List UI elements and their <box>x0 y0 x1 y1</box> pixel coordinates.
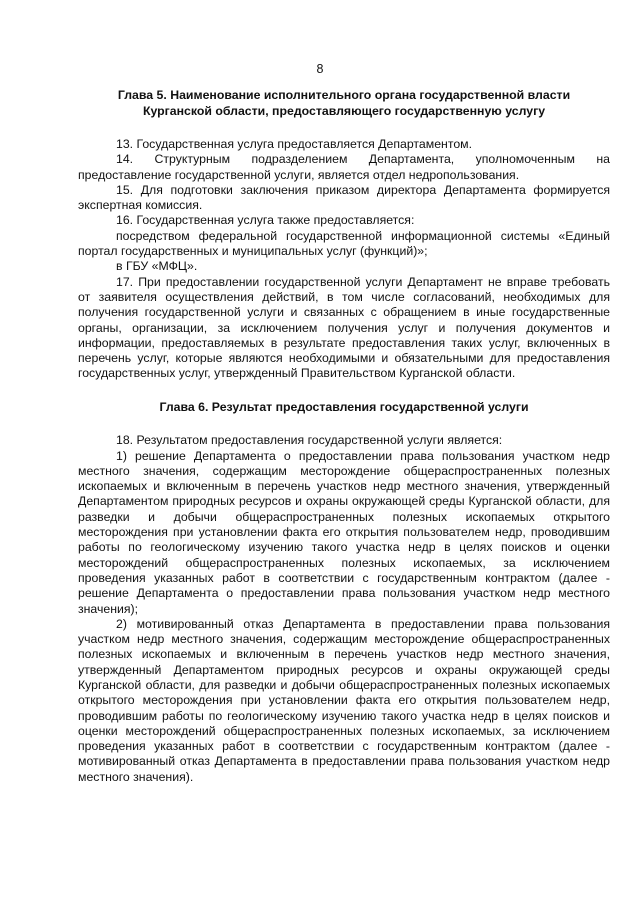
chapter-5-title <box>78 88 610 119</box>
paragraph-16-mfc: в ГБУ «МФЦ». <box>116 259 198 274</box>
paragraph-15: 15. Для подготовки заключения приказом директора Департамента формируется экспертная комиссия. <box>78 182 610 213</box>
document-body <box>78 88 610 785</box>
paragraph-16-epgu: посредством федеральной государственной информационной системы «Единый портал государственных и муниципальных услуг (функций)»; <box>78 228 610 259</box>
chapter-6-title: Глава 6. Результат предоставления государственной услуги <box>159 399 529 414</box>
page-number: 8 <box>316 62 324 76</box>
paragraph-16: 16. Государственная услуга также предоставляется: <box>116 213 415 228</box>
paragraph-18: 18. Результатом предоставления государственной услуги является: <box>116 433 503 448</box>
paragraph-13: 13. Государственная услуга предоставляется Департаментом. <box>116 137 473 151</box>
paragraph-18-item-2: 2) мотивированный отказ Департамента в предоставлении права пользования участком недр местного значения, содержащим месторождение общераспространенных полезных ископаемых и включенным в перечень участков недр местного значения, утвержденный Департаментом природных ресурсов и охраны окружающей среды Курганской области, для разведки и добычи общераспространенных полезных ископаемых открытого месторождения при установлении факта его открытия пользователем недр, проводившим работы по геологическому изучению такого участка недр в целях поисков и оценки месторождений общераспространенных полезных ископаемых, за исключением проведения указанных работ в соответствии с государственным контрактом (далее - мотивированный отказ Департамента в предоставлении права пользования участком недр местного значения). <box>78 616 610 784</box>
paragraph-18-item-1: 1) решение Департамента о предоставлении права пользования участком недр местного значения, содержащим месторождение общераспространенных полезных ископаемых и включенным в перечень участков недр местного значения, утвержденный Департаментом природных ресурсов и охраны окружающей среды Курганской области, для разведки и добычи общераспространенных полезных ископаемых открытого месторождения при установлении факта его открытия пользователем недр, проводившим работы по геологическому изучению такого участка недр в целях поисков и оценки месторождений общераспространенных полезных ископаемых, за исключением проведения указанных работ в соответствии с государственным контрактом (далее - решение Департамента о предоставлении права пользования участком недр местного значения); <box>78 448 610 616</box>
chapter-5-title-line-1: Глава 5. Наименование исполнительного органа государственной власти <box>117 88 571 102</box>
paragraph-14: 14. Структурным подразделением Департамента, уполномоченным на предоставление государственной услуги, является отдел недропользования. <box>78 152 610 182</box>
paragraph-17: 17. При предоставлении государственной услуги Департамент не вправе требовать от заявителя осуществления действий, в том числе согласований, необходимых для получения государственной услуги и связанных с обращением в иные государственные органы, организации, за исключением получения услуг и получения документов и информации, предоставляемых в результате предоставления таких услуг, включенных в перечень услуг, которые являются необходимыми и обязательными для предоставления государственных услуг, утвержденный Правительством Курганской области. <box>78 274 610 381</box>
chapter-5-title-line-2: Курганской области, предоставляющего государственную услугу <box>142 103 546 118</box>
